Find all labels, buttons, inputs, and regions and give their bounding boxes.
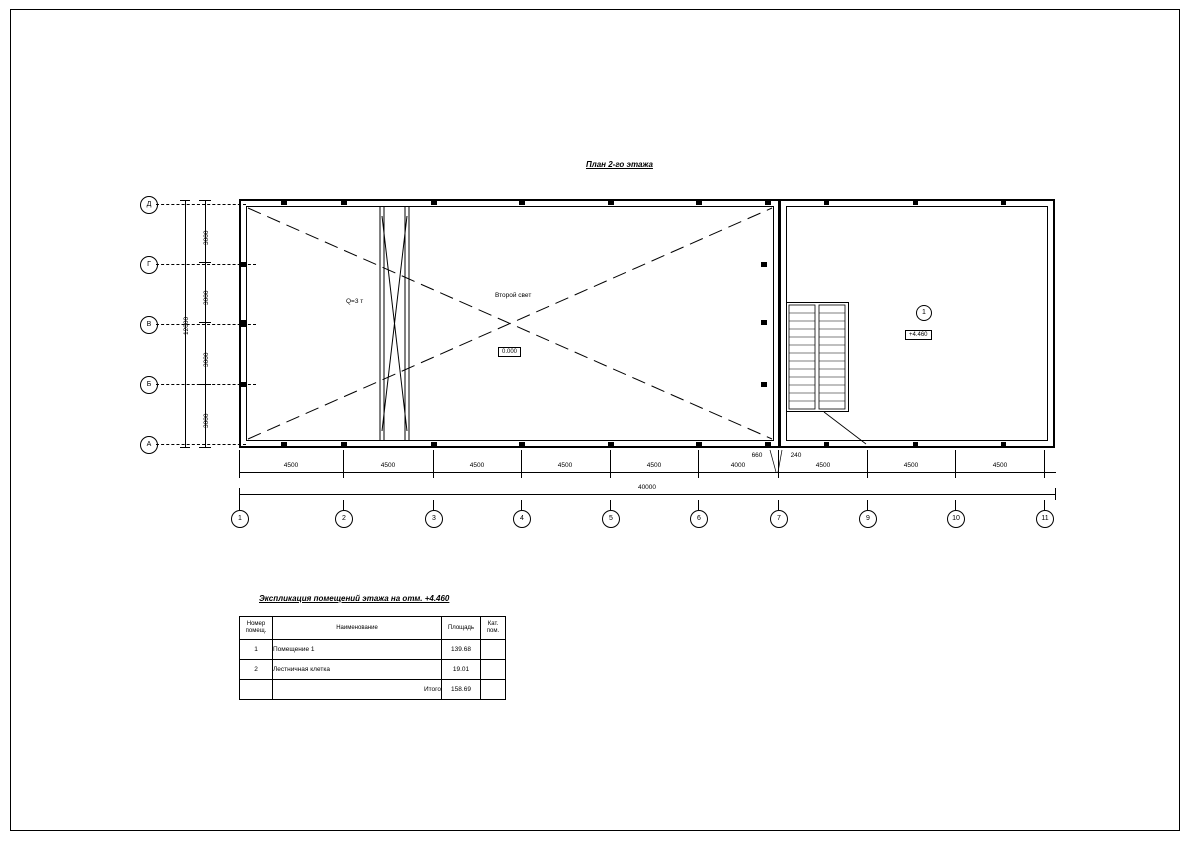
axis-stem-4: [521, 500, 522, 510]
axis-line-d: [156, 204, 246, 205]
axis-stem-1: [239, 500, 240, 510]
column-stub: [696, 442, 702, 447]
column-stub: [824, 200, 829, 205]
cell-number: 2: [240, 660, 273, 680]
axis-bubble-d[interactable]: Д: [140, 196, 158, 214]
header-name: Наименование: [273, 617, 442, 640]
column-stub: [431, 442, 437, 447]
explication-table: [239, 616, 506, 700]
hdim-ext-1: [239, 450, 240, 478]
axis-bubble-v[interactable]: В: [140, 316, 158, 334]
hdim-ext-6: [698, 450, 699, 478]
staircase-steps: [787, 303, 848, 411]
hdim-3: 4500: [469, 462, 485, 469]
hdim-total-tick-left: [239, 488, 240, 500]
hdim-ext-4: [521, 450, 522, 478]
total-spacer: [240, 680, 273, 700]
axis-stem-3: [433, 500, 434, 510]
column-stub: [281, 442, 287, 447]
column-stub: [824, 442, 829, 447]
cell-category: [481, 660, 506, 680]
axis-bubble-7[interactable]: 7: [770, 510, 788, 528]
crane-capacity-label: Q=3 т: [346, 298, 364, 305]
hdim-total-line: [239, 494, 1056, 495]
column-stub: [765, 200, 771, 205]
total-area: 158.69: [442, 680, 481, 700]
vdim-tick-a: [199, 447, 211, 448]
hdim-total-tick-right: [1055, 488, 1056, 500]
small-dim-240: 240: [790, 452, 802, 459]
column-stub: [608, 200, 614, 205]
small-dim-leaders: [760, 448, 790, 474]
column-stub: [1001, 200, 1006, 205]
hdim-ext-10: [955, 450, 956, 478]
hdim-ext-11: [1044, 450, 1045, 478]
level-floor-badge: +4.460: [905, 330, 932, 340]
hdim-ext-3: [433, 450, 434, 478]
column-stub: [341, 200, 347, 205]
axis-bubble-10[interactable]: 10: [947, 510, 965, 528]
axis-stem-9: [867, 500, 868, 510]
column-stub: [765, 442, 771, 447]
column-stub: [241, 262, 246, 267]
total-category: [481, 680, 506, 700]
hdim-5: 4500: [646, 462, 662, 469]
hdim-2: 4500: [380, 462, 396, 469]
column-stub: [608, 442, 614, 447]
axis-line-a: [156, 444, 246, 445]
vdim-3000-1: 3000: [203, 230, 210, 245]
second-light-label: Второй свет: [495, 292, 532, 299]
vdim-3000-2: 3000: [203, 290, 210, 305]
hdim-6: 4000: [730, 462, 746, 469]
vdim-tick-d: [199, 200, 211, 201]
cell-category: [481, 640, 506, 660]
column-stub: [241, 320, 246, 327]
column-stub: [241, 382, 246, 387]
table-row: [240, 660, 506, 680]
axis-bubble-a[interactable]: А: [140, 436, 158, 454]
header-number: Номер помещ.: [240, 617, 273, 640]
hdim-ext-9: [867, 450, 868, 478]
table-header-row: [240, 617, 506, 640]
column-stub: [431, 200, 437, 205]
axis-stem-7: [778, 500, 779, 510]
cell-number: 1: [240, 640, 273, 660]
plan-title: План 2-го этажа: [586, 160, 653, 169]
crane-beam: [372, 206, 416, 441]
explication-title: Экспликация помещений этажа на отм. +4.460: [259, 594, 450, 603]
table-row: [240, 640, 506, 660]
column-stub: [519, 200, 525, 205]
column-stub: [761, 262, 767, 267]
vdim-tick-g: [199, 262, 211, 263]
axis-bubble-11[interactable]: 11: [1036, 510, 1054, 528]
column-stub: [696, 200, 702, 205]
column-stub: [761, 382, 767, 387]
vdim-3000-4: 3000: [203, 413, 210, 428]
hdim-9: 4500: [992, 462, 1008, 469]
cell-name: Помещение 1: [273, 640, 442, 660]
axis-stem-2: [343, 500, 344, 510]
vdim-total-tick-top: [180, 200, 190, 201]
table-total-row: [240, 680, 506, 700]
axis-bubble-2[interactable]: 2: [335, 510, 353, 528]
header-category: Кат. пом.: [481, 617, 506, 640]
column-stub: [341, 442, 347, 447]
vdim-total-tick-bottom: [180, 447, 190, 448]
hdim-4: 4500: [557, 462, 573, 469]
second-light-cross: [246, 206, 774, 441]
axis-stem-11: [1044, 500, 1045, 510]
header-area: Площадь: [442, 617, 481, 640]
axis-stem-6: [698, 500, 699, 510]
separating-wall: [778, 199, 780, 448]
axis-bubble-5[interactable]: 5: [602, 510, 620, 528]
level-ground-badge: 0.000: [498, 347, 521, 357]
axis-bubble-g[interactable]: Г: [140, 256, 158, 274]
column-stub: [913, 200, 918, 205]
vdim-total-text: 12000: [183, 316, 190, 335]
hdim-8: 4500: [903, 462, 919, 469]
hdim-7: 4500: [815, 462, 831, 469]
axis-bubble-4[interactable]: 4: [513, 510, 531, 528]
axis-bubble-9[interactable]: 9: [859, 510, 877, 528]
axis-stem-10: [955, 500, 956, 510]
axis-bubble-3[interactable]: 3: [425, 510, 443, 528]
hdim-chain-line: [239, 472, 1056, 473]
axis-bubble-1[interactable]: 1: [231, 510, 249, 528]
axis-stem-5: [610, 500, 611, 510]
vdim-tick-b: [199, 384, 211, 385]
small-dim-660: 660: [751, 452, 763, 459]
vdim-tick-v: [199, 322, 211, 323]
hdim-ext-2: [343, 450, 344, 478]
cell-area: 19.01: [442, 660, 481, 680]
cell-name: Лестничная клетка: [273, 660, 442, 680]
hdim-total-text: 40000: [637, 484, 657, 491]
column-stub: [761, 320, 767, 325]
hdim-ext-5: [610, 450, 611, 478]
column-stub: [1001, 442, 1006, 447]
column-stub: [281, 200, 287, 205]
cell-area: 139.68: [442, 640, 481, 660]
column-stub: [519, 442, 525, 447]
total-label: Итого: [273, 680, 442, 700]
room-number-marker[interactable]: 1: [916, 305, 932, 321]
axis-bubble-6[interactable]: 6: [690, 510, 708, 528]
hdim-1: 4500: [283, 462, 299, 469]
axis-bubble-b[interactable]: Б: [140, 376, 158, 394]
vdim-3000-3: 3000: [203, 352, 210, 367]
column-stub: [913, 442, 918, 447]
